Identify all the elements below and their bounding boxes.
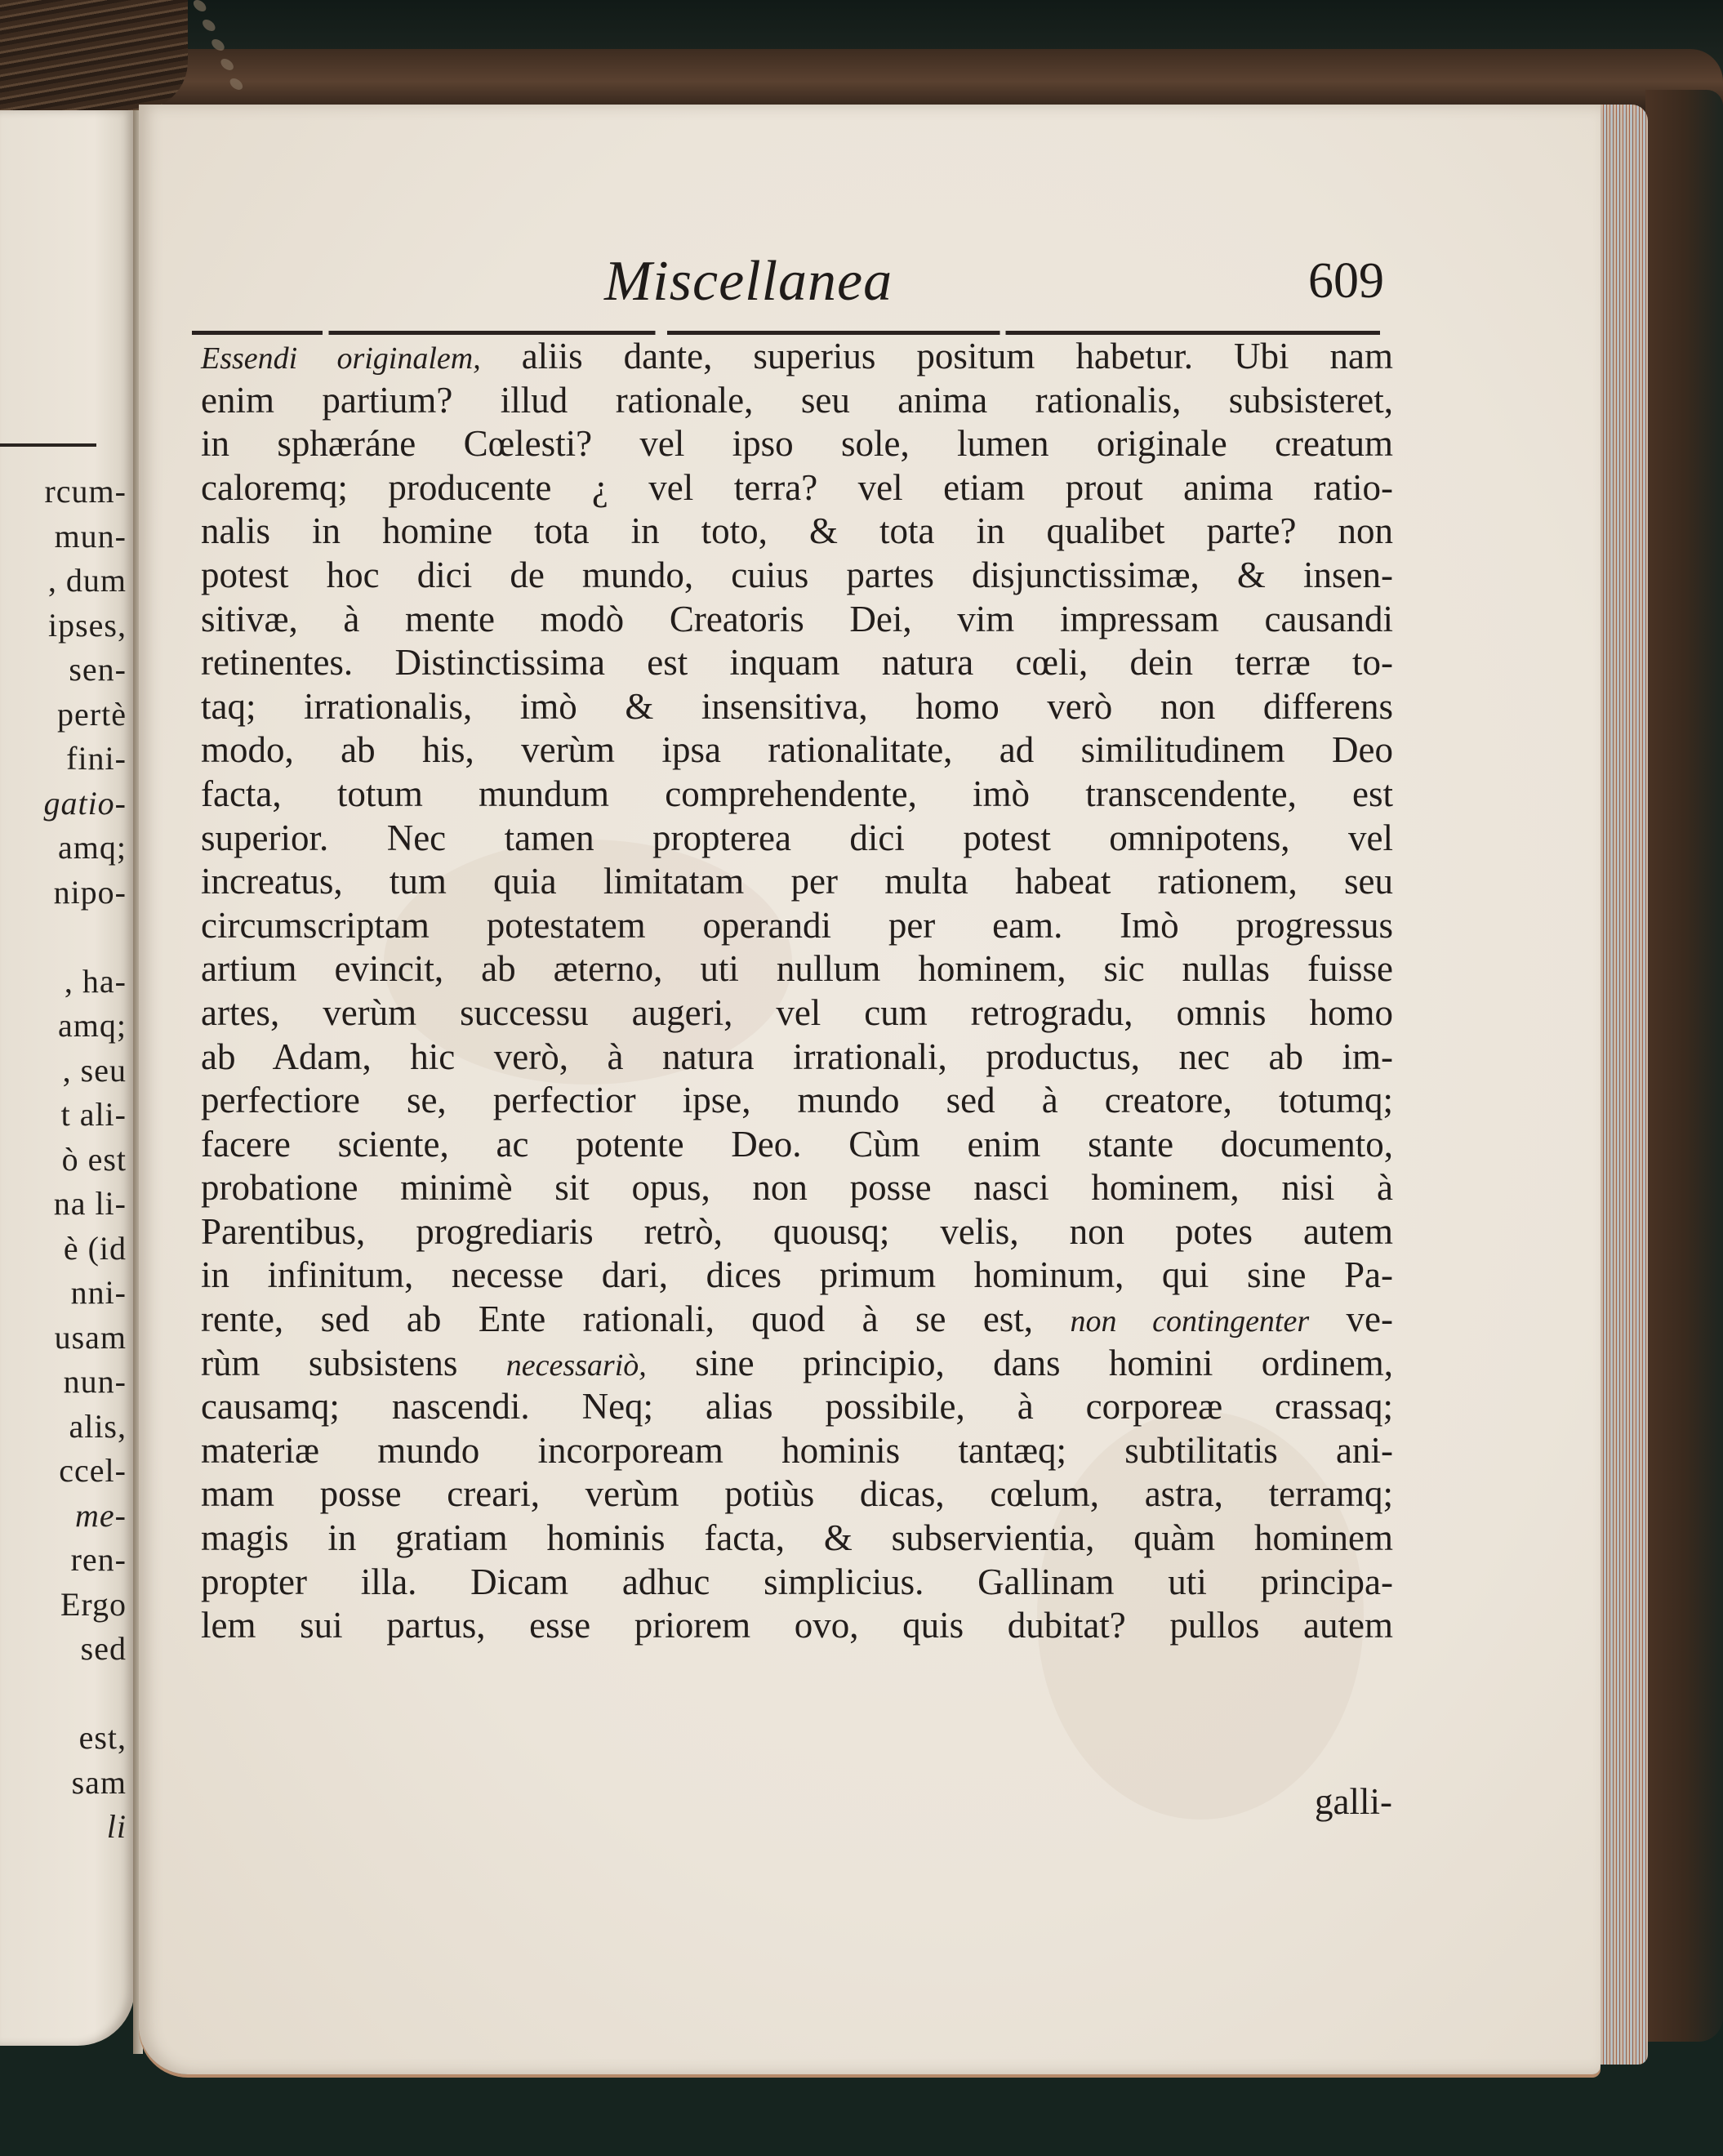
catchword: galli-	[1315, 1781, 1392, 1822]
verso-fragment: sen-	[69, 651, 127, 688]
text-run: propter illa. Dicam adhuc simplicius. Gallinam uti principa-	[201, 1561, 1393, 1602]
text-line	[201, 817, 1393, 861]
text-line	[201, 1036, 1393, 1080]
text-run: sine principio, dans homini ordinem,	[646, 1342, 1393, 1383]
text-line	[201, 379, 1393, 423]
text-line	[201, 1604, 1393, 1648]
text-run: in infinitum, necesse dari, dices primum hominum, qui sine Pa-	[201, 1254, 1393, 1296]
text-run: lem sui partus, esse priorem ovo, quis dubitat? pullos autem	[201, 1605, 1393, 1646]
verso-page	[0, 110, 135, 2046]
verso-fragment: est,	[78, 1719, 127, 1756]
text-line	[201, 1561, 1393, 1605]
italic-phrase: Essendi originalem,	[201, 341, 481, 376]
text-run: increatus, tum quia limitatam per multa habeat rationem, seu	[201, 861, 1393, 902]
text-line	[201, 1517, 1393, 1561]
text-run: probatione minimè sit opus, non posse nasci hominem, nisi à	[201, 1167, 1393, 1209]
text-run: perfectiore se, perfectior ipse, mundo sed à creatore, totumq;	[201, 1080, 1393, 1121]
verso-fragment: nipo-	[53, 873, 127, 911]
verso-fragment: gatio-	[43, 784, 127, 822]
cover-right-edge	[1645, 90, 1723, 2042]
text-line	[201, 1123, 1393, 1167]
verso-head-rule	[0, 443, 96, 447]
text-line	[201, 466, 1393, 510]
text-run: facta, totum mundum comprehendente, imò transcendente, est	[201, 773, 1393, 814]
text-run: sitivæ, à mente modò Creatoris Dei, vim impressam causandi	[201, 598, 1393, 639]
text-line	[201, 773, 1393, 817]
text-line	[201, 728, 1393, 773]
text-run: artes, verùm successu augeri, vel cum retrogradu, omnis homo	[201, 991, 1393, 1033]
page-number: 609	[1308, 253, 1384, 309]
verso-fragment: pertè	[57, 695, 127, 733]
verso-fragment: ipses,	[48, 606, 127, 644]
text-line	[201, 947, 1393, 991]
text-line	[201, 1429, 1393, 1473]
text-line	[201, 422, 1393, 466]
verso-fragment: amq;	[58, 1007, 127, 1044]
text-run: enim partium? illud rationale, seu anima rationalis, subsisteret,	[201, 379, 1393, 421]
verso-fragment: , dum	[47, 562, 127, 599]
text-run: artium evincit, ab æterno, uti nullum hominem, sic nullas fuisse	[201, 948, 1393, 990]
verso-fragment: ccel-	[59, 1452, 127, 1489]
running-title: Miscellanea	[604, 250, 893, 313]
verso-fragment	[0, 915, 127, 960]
verso-fragment: , ha-	[64, 962, 127, 1000]
verso-fragment: li	[106, 1808, 127, 1845]
text-run: rùm subsistens	[201, 1342, 506, 1383]
text-line	[201, 1472, 1393, 1517]
text-run: ab Adam, hic verò, à natura irrationali, productus, nec ab im-	[201, 1036, 1393, 1077]
text-run: materiæ mundo incorpoream hominis tantæq; subtilitatis ani-	[201, 1429, 1393, 1471]
text-line	[201, 554, 1393, 598]
text-line	[201, 991, 1393, 1036]
text-run: circumscriptam potestatem operandi per eam. Imò progressus	[201, 904, 1393, 946]
text-run: superior. Nec tamen propterea dici potest omnipotens, vel	[201, 817, 1393, 858]
italic-phrase: necessariò,	[505, 1348, 647, 1383]
text-run: modo, ab his, verùm ipsa rationalitate, ad similitudinem Deo	[201, 729, 1393, 771]
text-line	[201, 1254, 1393, 1298]
italic-phrase: non contingenter	[1070, 1304, 1310, 1339]
text-run: ve-	[1309, 1298, 1393, 1340]
text-line	[201, 335, 1393, 379]
text-line	[201, 510, 1393, 554]
text-run: caloremq; producente ¿ vel terra? vel etiam prout anima ratio-	[201, 466, 1393, 508]
verso-fragment: sam	[71, 1763, 127, 1801]
text-run: potest hoc dici de mundo, cuius partes disjunctissimæ, & insen-	[201, 554, 1393, 595]
text-run: rente, sed ab Ente rationali, quod à se est,	[201, 1298, 1071, 1340]
verso-fragment	[0, 1672, 127, 1717]
text-run: Parentibus, progrediaris retrò, quousq; velis, non potes autem	[201, 1210, 1393, 1252]
verso-fragment: na li-	[53, 1185, 127, 1222]
text-run: aliis dante, superius positum habetur. Ubi nam	[480, 336, 1393, 376]
verso-fragment: Ergo	[60, 1585, 127, 1623]
text-line	[201, 1385, 1393, 1429]
verso-fragment: mun-	[54, 517, 127, 555]
text-run: magis in gratiam hominis facta, & subservientia, quàm hominem	[201, 1517, 1393, 1559]
text-line	[201, 1298, 1393, 1342]
verso-fragment: t ali-	[60, 1096, 127, 1133]
verso-fragment: usam	[54, 1318, 127, 1356]
verso-fragment: me-	[75, 1496, 127, 1534]
text-line	[201, 641, 1393, 685]
verso-fragment: sed	[80, 1630, 127, 1667]
verso-fragment: amq;	[58, 829, 127, 866]
verso-fragment: ò est	[61, 1140, 127, 1178]
text-line	[201, 860, 1393, 904]
text-run: retinentes. Distinctissima est inquam natura cœli, dein terræ to-	[201, 642, 1393, 684]
body-text	[201, 335, 1393, 1648]
text-line	[201, 1166, 1393, 1210]
verso-text-fragments	[0, 470, 127, 1850]
verso-fragment: rcum-	[44, 473, 127, 510]
text-run: in sphæráne Cœlesti? vel ipso sole, lumen originale creatum	[201, 423, 1393, 465]
text-line	[201, 1210, 1393, 1254]
page-header	[604, 249, 1400, 323]
verso-fragment: , seu	[62, 1051, 127, 1089]
text-run: taq; irrationalis, imò & insensitiva, homo verò non differens	[201, 685, 1393, 727]
text-line	[201, 685, 1393, 729]
text-line	[201, 1342, 1393, 1386]
verso-fragment: ren-	[70, 1541, 127, 1578]
verso-fragment: fini-	[66, 740, 127, 777]
text-line	[201, 904, 1393, 948]
verso-fragment: alis,	[69, 1407, 127, 1445]
verso-fragment: nni-	[70, 1274, 127, 1311]
text-run: facere sciente, ac potente Deo. Cùm enim stante documento,	[201, 1123, 1393, 1165]
text-run: nalis in homine tota in toto, & tota in qualibet parte? non	[201, 510, 1393, 552]
text-line	[201, 1079, 1393, 1123]
text-run: mam posse creari, verùm potiùs dicas, cœlum, astra, terramq;	[201, 1473, 1393, 1515]
fore-edge	[1601, 105, 1648, 2065]
verso-fragment: nun-	[63, 1363, 127, 1400]
text-line	[201, 598, 1393, 642]
verso-fragment: è (id	[63, 1229, 127, 1267]
text-run: causamq; nascendi. Neq; alias possibile, à corporeæ crassaq;	[201, 1386, 1393, 1428]
